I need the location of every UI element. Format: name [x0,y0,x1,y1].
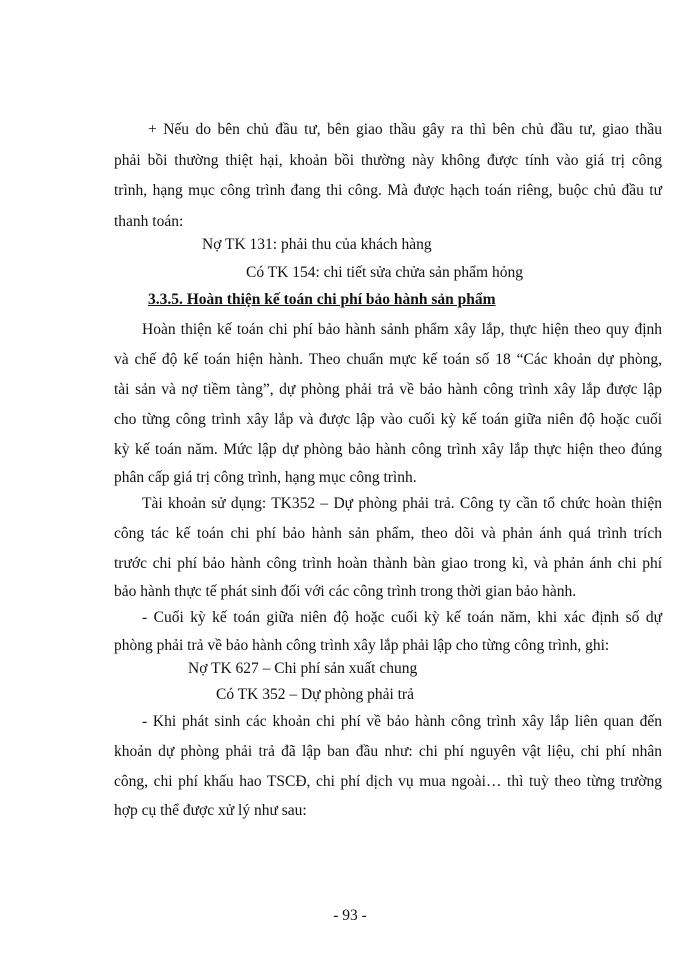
journal-entry-credit: Có TK 352 – Dự phòng phải trả [216,686,414,703]
paragraph-line: công tác kế toán chi phí bảo hành sản phẩm, theo dõi và phản ánh quá trình trích [114,525,662,542]
paragraph-line: + Nếu do bên chủ đầu tư, bên giao thầu gây ra thì bên chủ đầu tư, giao thầu [148,121,662,138]
paragraph-line: phòng phải trả về bảo hành công trình xây lắp phải lập cho từng công trình, ghi: [114,637,610,654]
paragraph-line: phân cấp giá trị công trình, hạng mục công trình. [114,469,417,486]
paragraph-line: Hoàn thiện kế toán chi phí bảo hành sảnh phẩm xây lắp, thực hiện theo quy định [142,321,662,338]
paragraph-line: và chế độ kế toán hiện hành. Theo chuẩn mực kế toán số 18 “Các khoản dự phòng, [114,351,662,368]
section-heading: 3.3.5. Hoàn thiện kế toán chi phí bảo hành sản phẩm [148,291,496,308]
paragraph-line: hợp cụ thể được xử lý như sau: [114,802,307,819]
journal-entry-credit: Có TK 154: chi tiết sửa chửa sản phẩm hỏng [246,264,523,281]
paragraph-line: khoản dự phòng phải trả đã lập ban đầu như: chi phí nguyên vật liệu, chi phí nhân [114,743,662,760]
paragraph-line: - Khi phát sinh các khoản chi phí về bảo hành công trình xây lắp liên quan đến [142,713,662,730]
paragraph-line: kỳ kế toán năm. Mức lập dự phòng bảo hành công trình xây lắp thực hiện theo đúng [114,441,662,458]
journal-entry-debit: Nợ TK 131: phải thu của khách hàng [202,236,432,253]
page-number: - 93 - [333,907,367,924]
journal-entry-debit: Nợ TK 627 – Chi phí sản xuất chung [188,660,418,677]
paragraph-line: phải bồi thường thiệt hại, khoản bồi thường này không được tính vào giá trị công [114,152,662,169]
paragraph-line: trước chi phí bảo hành công trình hoàn thành bàn giao trong kì, và phản ánh chi phí [114,555,662,572]
paragraph-line: - Cuối kỳ kế toán giữa niên độ hoặc cuối kỳ kế toán năm, khi xác định số dự [142,609,662,626]
paragraph-line: công, chi phí khấu hao TSCĐ, chi phí dịch vụ mua ngoài… thì tuỳ theo từng trường [114,773,662,790]
paragraph-line: thanh toán: [114,213,184,230]
paragraph-line: cho từng công trình xây lắp và được lập vào cuối kỳ kế toán giữa niên độ hoặc cuối [114,411,662,428]
paragraph-line: tài sản và nợ tiềm tàng”, dự phòng phải trả về bảo hành công trình xây lắp được lập [114,381,662,398]
paragraph-line: bảo hành thực tế phát sinh đối với các công trình trong thời gian bảo hành. [114,583,577,600]
paragraph-line: Tài khoản sử dụng: TK352 – Dự phòng phải trả. Công ty cần tổ chức hoàn thiện [142,495,662,512]
paragraph-line: trình, hạng mục công trình đang thi công. Mà được hạch toán riêng, buộc chủ đầu tư [114,182,662,199]
